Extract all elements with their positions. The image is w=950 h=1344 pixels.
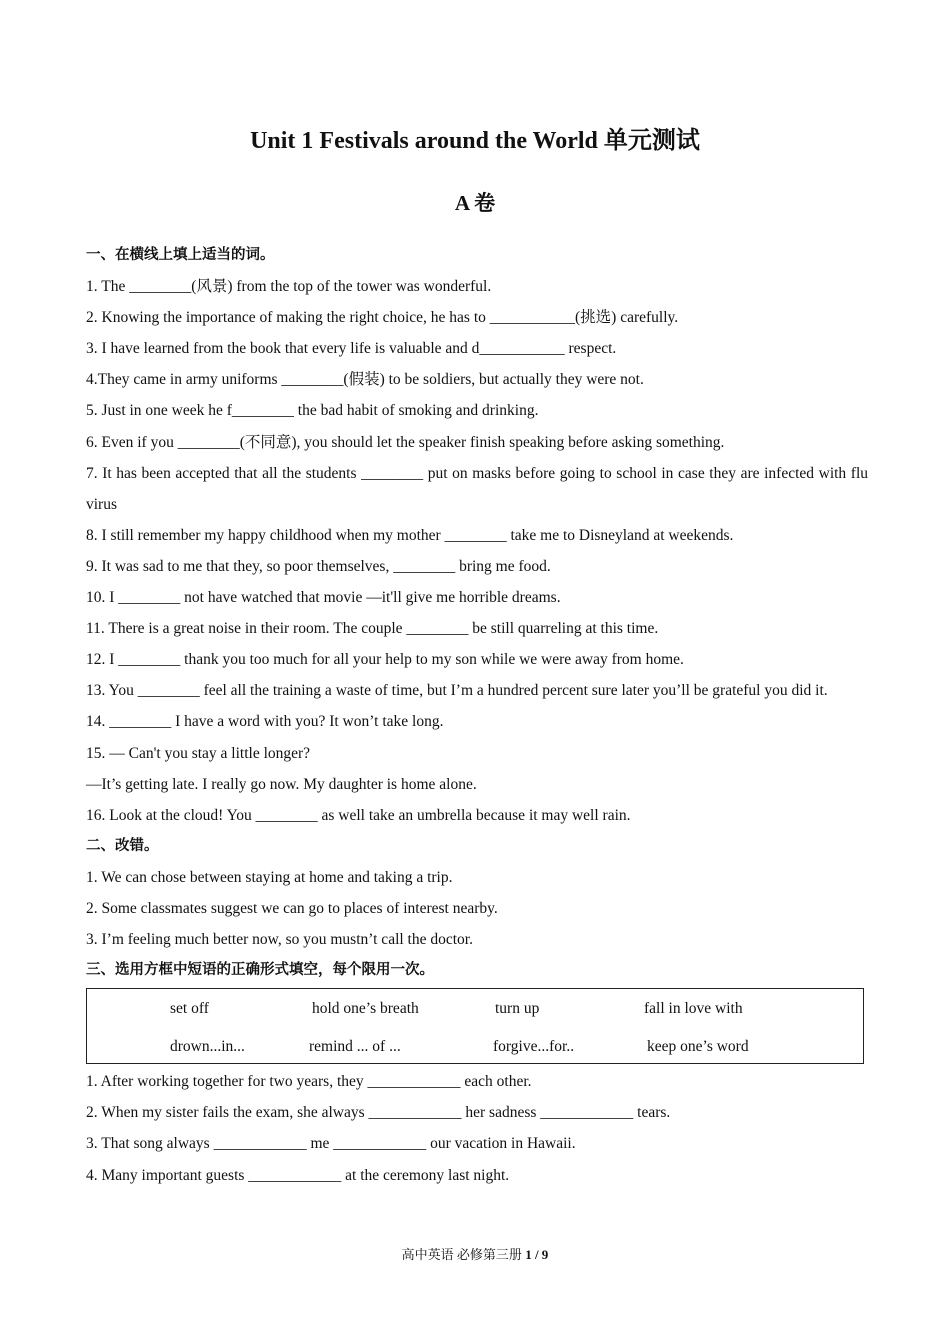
question-line: 13. You ________ feel all the training a waste of time, but I’m a hundred percent sure later you’ll be grateful you did it. [86,682,828,700]
question-line: 14. ________ I have a word with you? It won’t take long. [86,713,444,731]
document-subtitle: A 卷 [454,191,496,215]
question-line: 6. Even if you ________(不同意), you should let the speaker finish speaking before asking something. [86,433,725,451]
page-footer [0,1245,950,1265]
question-line: 9. It was sad to me that they, so poor themselves, ________ bring me food. [86,557,551,575]
question-line: 1. We can chose between staying at home and taking a trip. [86,868,453,886]
question-line: 8. I still remember my happy childhood when my mother ________ take me to Disneyland at weekends. [86,526,734,544]
question-line: 15. — Can't you stay a little longer? [86,744,311,762]
phrase-row [87,994,863,1024]
phrase-item: drown...in... [170,1038,245,1056]
question-line: 2. Knowing the importance of making the right choice, he has to ___________(挑选) carefully. [86,309,679,327]
page-number: 1 / 9 [525,1247,549,1262]
question-line: 11. There is a great noise in their room. The couple ________ be still quarreling at this time. [86,620,659,638]
question-line: 7. It has been accepted that all the students ________ put on masks before going to school in case they are infected with flu virus [86,464,868,513]
phrase-item: forgive...for.. [493,1038,575,1056]
phrase-item: hold one’s breath [312,1000,419,1018]
question-line: 2. When my sister fails the exam, she always ____________ her sadness ____________ tears. [86,1104,671,1122]
question-line: 1. After working together for two years, they ____________ each other. [86,1073,532,1091]
question-line: 3. I’m feeling much better now, so you mustn’t call the doctor. [86,931,473,949]
answer-line: —It’s getting late. I really go now. My daughter is home alone. [86,775,477,793]
phrase-item: keep one’s word [647,1038,749,1056]
document-title: Unit 1 Festivals around the World 单元测试 [250,128,700,154]
phrase-item: set off [170,1000,209,1018]
question-line: 10. I ________ not have watched that movie —it'll give me horrible dreams. [86,589,561,607]
question-line: 3. That song always ____________ me ____________ our vacation in Hawaii. [86,1135,576,1153]
phrase-item: turn up [495,1000,540,1018]
question-line: 1. The ________(风景) from the top of the tower was wonderful. [86,278,492,296]
phrase-item: fall in love with [644,1000,743,1018]
question-line: 16. Look at the cloud! You ________ as well take an umbrella because it may well rain. [86,806,631,824]
question-line: 4. Many important guests ____________ at the ceremony last night. [86,1166,510,1184]
question-line: 5. Just in one week he f________ the bad habit of smoking and drinking. [86,402,539,420]
question-line: 3. I have learned from the book that every life is valuable and d___________ respect. [86,340,617,358]
footer-course: 高中英语 必修第三册 [401,1247,526,1262]
document-body [86,240,868,1191]
question-line: 2. Some classmates suggest we can go to places of interest nearby. [86,899,498,917]
phrase-box [86,988,864,1064]
section-heading-correction: 二、改错。 [86,837,159,854]
question-line: 4.They came in army uniforms ________(假装) to be soldiers, but actually they were not. [86,371,644,389]
section-heading-phrases: 三、选用方框中短语的正确形式填空，每个限用一次。 [86,962,434,979]
question-line: 12. I ________ thank you too much for all your help to my son while we were away from home. [86,651,684,669]
phrase-row [87,1032,863,1062]
section-heading-fill-in: 一、在横线上填上适当的词。 [86,247,275,263]
phrase-item: remind ... of ... [309,1038,401,1056]
